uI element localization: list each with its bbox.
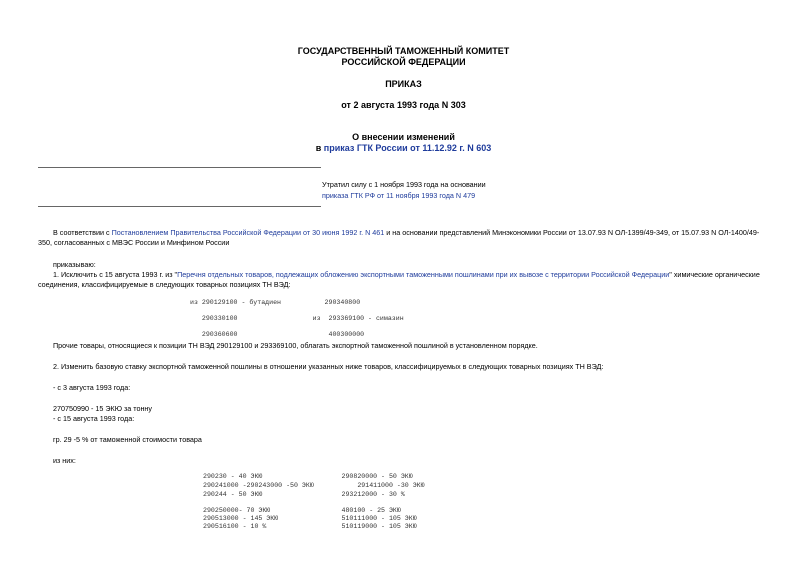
order-603-link[interactable]: приказ ГТК России от 11.12.92 г. N 603 (323, 143, 492, 153)
code-row: из 290129100 - бутадиен 290340800 (190, 299, 361, 306)
code-row: 290250000- 70 ЭКЮ 480100 - 25 ЭКЮ (203, 507, 401, 514)
header-federation: РОССИЙСКОЙ ФЕДЕРАЦИИ (341, 57, 466, 67)
goods-list-link[interactable]: Перечня отдельных товаров, подлежащих обложению экспортными таможенными пошлинами при их вывозе с территории Российской Федерации (177, 270, 670, 279)
divider-bottom (38, 206, 321, 207)
code-row: 290241000 -290243000 -50 ЭКЮ 291411000 -30 ЭКЮ (203, 482, 425, 489)
date-aug3: - с 3 августа 1993 года: (53, 383, 131, 392)
preamble-line1: В соответствии с Постановлением Правительства Российской Федерации от 30 июня 1992 г. N 461 и на основании представлений Минэкономики России от 13.07.93 N ОЛ-1399/49-349, от 15.07.93 N ОЛ-1400/49- (53, 228, 760, 237)
preamble-line2: 350, согласованных с МВЭС России и Минфином России (38, 238, 230, 247)
group29-rate: гр. 29 -5 % от таможенной стоимости товара (53, 435, 202, 444)
code-row: 290360600 400300000 (190, 331, 365, 338)
order-479-link[interactable]: приказа ГТК РФ от 11 ноября 1993 года N 479 (322, 191, 476, 200)
code-row: 290330100 из 293369100 - симазин (190, 315, 404, 322)
item1-line2: соединения, классифицируемые в следующих товарных позициях ТН ВЭД: (38, 280, 291, 289)
code-row: 290516100 - 10 % 510119000 - 105 ЭКЮ (203, 523, 417, 530)
code-row: 290244 - 50 ЭКЮ 293212000 - 30 % (203, 491, 405, 498)
code-row: 290230 - 40 ЭКЮ 290820000 - 50 ЭКЮ (203, 473, 413, 480)
subject-reference: в приказ ГТК России от 11.12.92 г. N 603 (315, 143, 492, 153)
item1-line1: 1. Исключить с 15 августа 1993 г. из "Перечня отдельных товаров, подлежащих обложению экспортными таможенными пошлинами при их вывозе с территории Российской Федерации" химические органические (53, 270, 760, 279)
item2-text: 2. Изменить базовую ставку экспортной таможенной пошлины в отношении указанных ниже товаров, классифицируемых в следующих товарных позициях ТН ВЭД: (53, 362, 604, 371)
resolution-461-link[interactable]: Постановлением Правительства Российской Федерации от 30 июня 1992 г. N 461 (111, 228, 385, 237)
document-type: ПРИКАЗ (385, 79, 422, 89)
order-word: приказываю: (53, 260, 96, 269)
rate-line: 270750990 - 15 ЭКЮ за тонну (53, 404, 152, 413)
subject-title: О внесении изменений (352, 132, 455, 142)
of-them-label: из них: (53, 456, 76, 465)
divider-top (38, 167, 321, 168)
status-note: Утратил силу с 1 ноября 1993 года на основании (322, 180, 486, 189)
document-date: от 2 августа 1993 года N 303 (341, 100, 466, 110)
other-goods-text: Прочие товары, относящиеся к позиции ТН ВЭД 290129100 и 293369100, облагать экспортной таможенной пошлиной в установленном порядке. (53, 341, 538, 350)
code-row: 290513000 - 145 ЭКЮ 510111000 - 105 ЭКЮ (203, 515, 417, 522)
header-committee: ГОСУДАРСТВЕННЫЙ ТАМОЖЕННЫЙ КОМИТЕТ (297, 46, 510, 56)
date-aug15: - с 15 августа 1993 года: (53, 414, 135, 423)
